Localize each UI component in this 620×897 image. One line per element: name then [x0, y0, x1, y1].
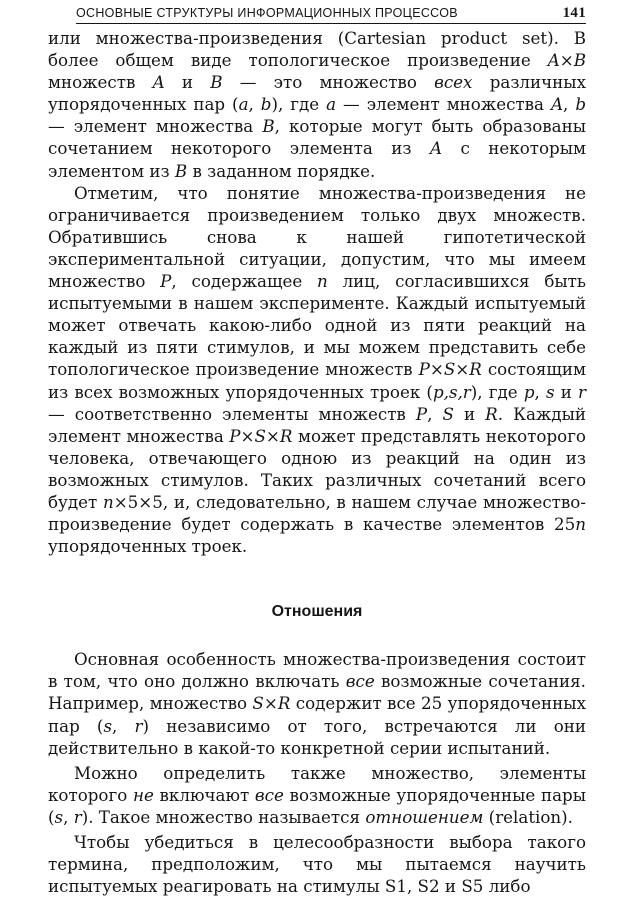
- italic-term: P×S×R: [418, 359, 482, 380]
- italic-term: b: [260, 94, 272, 115]
- italic-term: s: [546, 381, 555, 402]
- italic-term: r: [134, 715, 143, 736]
- text-run: Чтобы убедиться в целесообразности выбора такого термина, предположим, что мы пытаемся научить испытуемых реагировать на стимулы S1, S2 и S5 либо: [48, 832, 586, 897]
- italic-term: B: [262, 116, 275, 137]
- text-run: различных упорядоченных пар (: [48, 72, 586, 115]
- text-run: в заданном порядке.: [187, 160, 376, 181]
- text-run: ) независимо от того, встречаются ли они действительно в какой-то конкретной серии испытаний.: [48, 715, 586, 758]
- running-header: [76, 0, 586, 24]
- italic-term: S×R: [252, 693, 291, 714]
- italic-term: B: [174, 160, 188, 181]
- text-run: ), где: [271, 94, 327, 115]
- text-run: (relation).: [483, 806, 573, 827]
- text-run: ,: [534, 381, 546, 402]
- italic-term: r: [578, 381, 587, 402]
- italic-term: R: [485, 403, 498, 424]
- italic-term: a: [238, 94, 249, 115]
- italic-term: n: [317, 271, 328, 292]
- italic-term: отношением: [365, 806, 484, 827]
- italic-term: r: [73, 806, 82, 827]
- italic-term: все: [345, 671, 375, 692]
- text-run: — элемент множества: [48, 116, 263, 137]
- text-run: Основная особенность множества-произведения состоит в том, что оно должно включать: [48, 649, 586, 692]
- text-run: ,: [427, 403, 443, 424]
- text-run: . Каждый элемент множества: [48, 403, 586, 446]
- text-run: , содержащее: [171, 271, 318, 292]
- text-run: и: [554, 381, 579, 402]
- italic-term: P: [415, 403, 428, 424]
- italic-term: не: [132, 784, 154, 805]
- italic-term: A×B: [547, 50, 586, 71]
- italic-term: P: [160, 271, 172, 292]
- text-run: состоящим из всех возможных упорядоченных троек (: [48, 359, 586, 402]
- text-run: содержит все 25 упорядоченных пар (: [48, 693, 586, 736]
- text-run: ,: [563, 94, 576, 115]
- text-run: возможные сочетания. Например, множество: [48, 671, 586, 714]
- text-run: Можно определить также множество, элементы которого: [48, 762, 586, 805]
- italic-term: s: [54, 806, 64, 827]
- section-heading: Отношения: [271, 603, 363, 621]
- italic-term: a: [326, 94, 337, 115]
- text-run: , которые могут быть образованы сочетанием некоторого элемента из: [48, 116, 586, 159]
- italic-term: A: [152, 72, 165, 93]
- text-run: ×5×5, и, следовательно, в нашем случае множество-произведение будет содержать в качестве элементов 25: [48, 491, 586, 535]
- text-run: включают: [153, 784, 255, 805]
- paragraph-relation-definition: [48, 762, 586, 828]
- italic-term: всех: [434, 72, 473, 93]
- italic-term: A: [429, 138, 443, 159]
- text-run: возможные упорядоченные пары (: [48, 784, 586, 827]
- text-run: — элемент множества: [336, 94, 551, 115]
- text-run: ,: [112, 715, 135, 736]
- italic-term: P×S×R: [229, 425, 293, 446]
- paragraph-triple-product: [48, 182, 586, 558]
- text-run: лиц, согласившихся быть испытуемыми в нашем эксперименте. Каждый испытуемый может отвечать какою-либо одной из пяти реакций на каждый из пяти стимулов, и мы можем представить себе топологическое произведение множеств: [48, 271, 586, 380]
- text-run: — соответственно элементы множеств: [48, 403, 416, 424]
- italic-term: n: [575, 514, 586, 535]
- text-run: может представлять некоторого человека, отвечающего одною из реакций на один из возможных стимулов. Таких различных сочетаний всего будет: [48, 425, 586, 512]
- italic-term: p: [523, 381, 535, 402]
- text-run: — это множество: [222, 72, 435, 93]
- italic-term: B: [210, 72, 223, 93]
- italic-term: b: [575, 94, 586, 115]
- text-run: и: [453, 403, 486, 424]
- italic-term: p,s,r: [432, 381, 471, 402]
- text-run: или множества-произведения (Cartesian product set). В более общем виде топологическое произведение: [48, 28, 586, 71]
- text-run: ,: [63, 806, 74, 827]
- running-title: ОСНОВНЫЕ СТРУКТУРЫ ИНФОРМАЦИОННЫХ ПРОЦЕССОВ: [76, 6, 458, 20]
- text-run: упорядоченных троек.: [48, 536, 248, 557]
- paragraph-term-justification: [48, 831, 586, 897]
- paragraph-cartesian-product: [48, 27, 586, 182]
- italic-term: S: [442, 403, 454, 424]
- text-run: и: [164, 72, 211, 93]
- italic-term: все: [254, 784, 284, 805]
- text-run: множеств: [48, 72, 153, 93]
- text-run: с некоторым элементом из: [48, 138, 587, 181]
- italic-term: s: [103, 715, 113, 736]
- paragraph-product-property: [48, 648, 586, 758]
- text-run: Отметим, что понятие множества-произведения не ограничивается произведением только двух множеств. Обратившись снова к нашей гипотетической экспериментальной ситуации, допустим, что мы имеем множество: [48, 182, 586, 292]
- page-number: 141: [562, 5, 586, 21]
- text-run: ), где: [470, 381, 524, 402]
- text-run: ). Такое множество называется: [81, 806, 366, 827]
- text-run: ,: [248, 94, 261, 115]
- italic-term: A: [550, 94, 564, 115]
- italic-term: n: [102, 491, 114, 512]
